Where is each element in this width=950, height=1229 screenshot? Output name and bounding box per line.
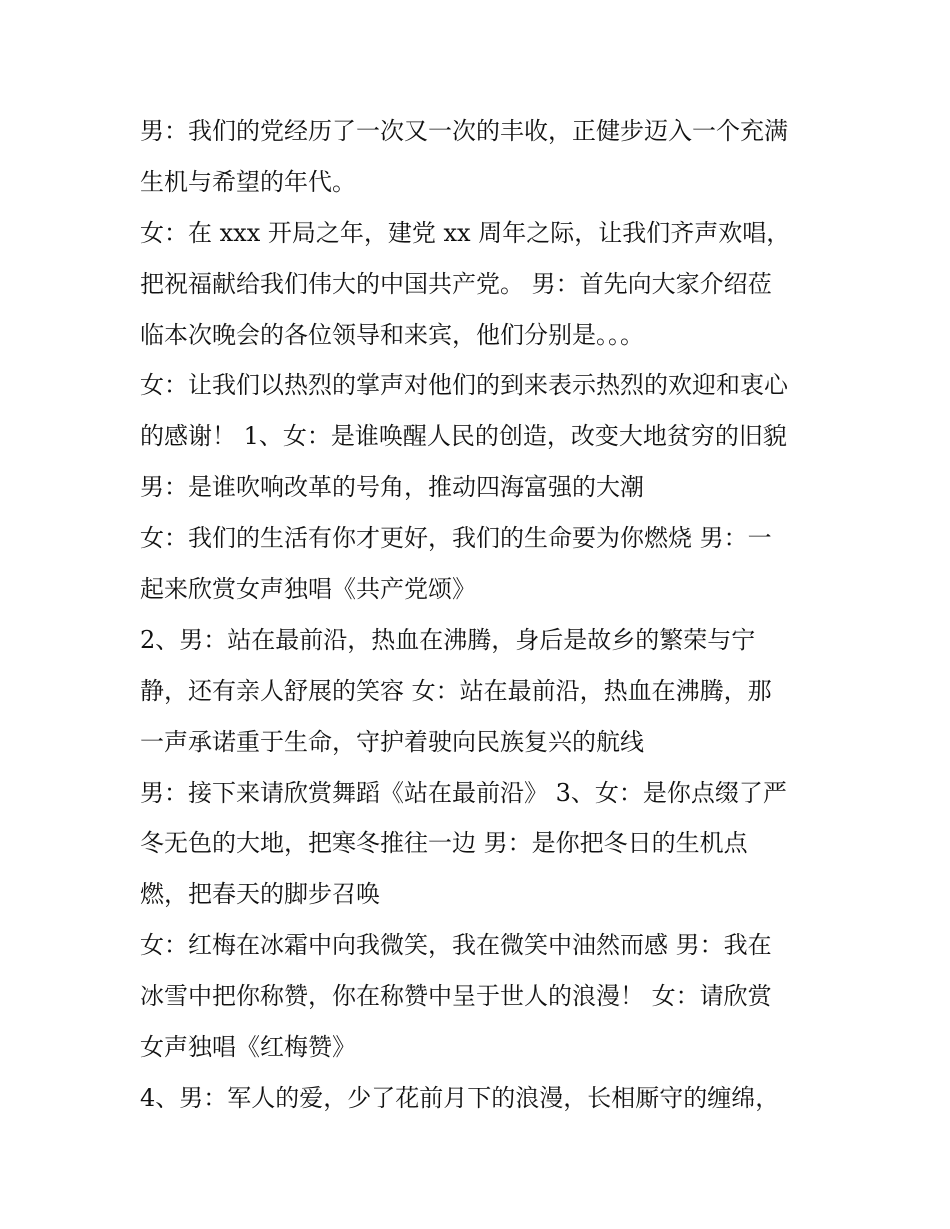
text-line: 女：红梅在冰霜中向我微笑，我在微笑中油然而感 男：我在 [140, 931, 772, 960]
text-line: 临本次晚会的各位领导和来宾，他们分别是。。。 [140, 320, 644, 349]
text-line: 一声承诺重于生命，守护着驶向民族复兴的航线 [140, 727, 644, 756]
text-line: 2、男：站在最前沿，热血在沸腾，身后是故乡的繁荣与宁 [140, 625, 756, 654]
text-line: 冰雪中把你称赞，你在称赞中呈于世人的浪漫！ 女：请欣赏 [140, 982, 772, 1011]
text-line: 男：接下来请欣赏舞蹈《站在最前沿》 3、女：是你点缀了严 [140, 778, 787, 807]
text-line: 静，还有亲人舒展的笑容 女：站在最前沿，热血在沸腾，那 [140, 676, 772, 705]
text-line: 男：我们的党经历了一次又一次的丰收，正健步迈入一个充满 [140, 117, 788, 145]
text-line: 燃，把春天的脚步召唤 [140, 880, 380, 909]
text-line: 起来欣赏女声独唱《共产党颂》 [140, 575, 476, 604]
text-line: 男：是谁吹响改革的号角，推动四海富强的大潮 [140, 473, 644, 502]
text-line: 女：让我们以热烈的掌声对他们的到来表示热烈的欢迎和衷心 [140, 371, 788, 400]
text-line: 把祝福献给我们伟大的中国共产党。 男：首先向大家介绍莅 [140, 269, 772, 298]
text-line: 4、男：军人的爱，少了花前月下的浪漫，长相厮守的缠绵， [140, 1083, 780, 1112]
text-line: 生机与希望的年代。 [140, 167, 356, 196]
text-line: 冬无色的大地，把寒冬推往一边 男：是你把冬日的生机点 [140, 829, 748, 858]
document-body [140, 106, 830, 1124]
text-line: 女声独唱《红梅赞》 [140, 1033, 356, 1062]
text-line: 女：在 xxx 开局之年，建党 xx 周年之际，让我们齐声欢唱， [140, 218, 791, 247]
text-line: 女：我们的生活有你才更好，我们的生命要为你燃烧 男：一 [140, 524, 772, 553]
text-line: 的感谢！ 1、女：是谁唤醒人民的创造，改变大地贫穷的旧貌 [140, 422, 787, 451]
